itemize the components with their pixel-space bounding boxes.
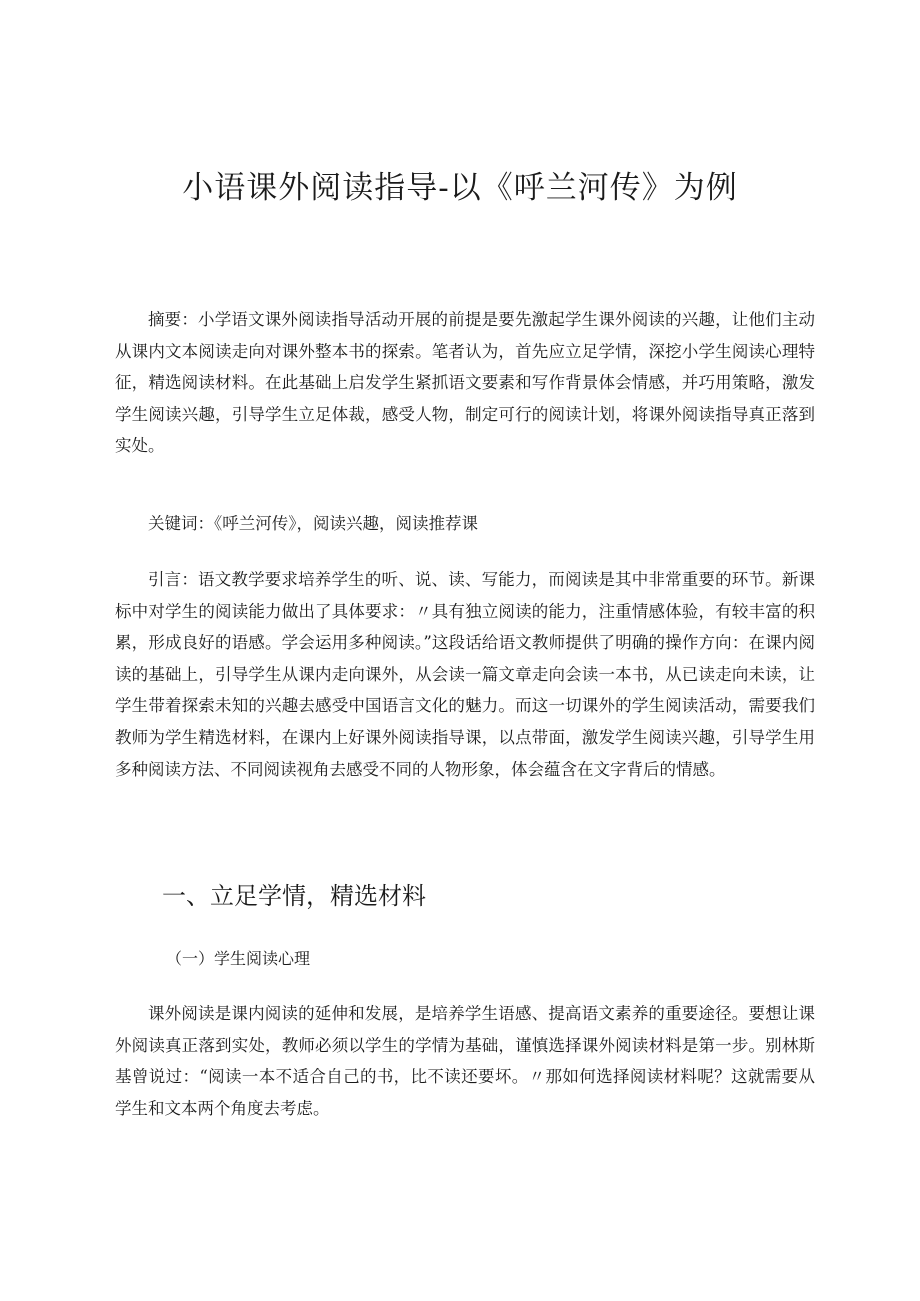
body-paragraph: 课外阅读是课内阅读的延伸和发展，是培养学生语感、提高语文素养的重要途径。要想让课外阅读真正落到实处，教师必须以学生的学情为基础，谨慎选择课外阅读材料是第一步。别林斯基曾说过：“阅读一本不适合自己的书，比不读还要坏。〃那如何选择阅读材料呢？这就需要从学生和文本两个角度去考虑。 xyxy=(115,1004,815,1118)
subsection-heading: （一）学生阅读心理 xyxy=(166,949,311,968)
abstract-paragraph: 摘要：小学语文课外阅读指导活动开展的前提是要先激起学生课外阅读的兴趣，让他们主动从课内文本阅读走向对课外整本书的探索。笔者认为，首先应立足学情，深挖小学生阅读心理特征，精选阅读材料。在此基础上启发学生紧抓语文要素和写作背景体会情感，并巧用策略，激发学生阅读兴趣，引导学生立足体裁，感受人物，制定可行的阅读计划，将课外阅读指导真正落到实处。 xyxy=(115,310,815,456)
introduction-paragraph: 引言：语文教学要求培养学生的听、说、读、写能力，而阅读是其中非常重要的环节。新课标中对学生的阅读能力做出了具体要求：〃具有独立阅读的能力，注重情感体验，有较丰富的积累，形成良好的语感。学会运用多种阅读。”这段话给语文教师提供了明确的操作方向：在课内阅读的基础上，引导学生从课内走向课外，从会读一篇文章走向会读一本书，从已读走向未读，让学生带着探索未知的兴趣去感受中国语言文化的魅力。而这一切课外的学生阅读活动，需要我们教师为学生精选材料，在课内上好课外阅读指导课，以点带面，激发学生阅读兴趣，引导学生用多种阅读方法、不同阅读视角去感受不同的人物形象，体会蕴含在文字背后的情感。 xyxy=(115,570,815,779)
keywords-paragraph: 关键词：《呼兰河传》，阅读兴趣，阅读推荐课 xyxy=(148,514,478,533)
document-title: 小语课外阅读指导-以《呼兰河传》为例 xyxy=(182,170,738,206)
section-heading: 一、立足学情，精选材料 xyxy=(162,882,426,910)
